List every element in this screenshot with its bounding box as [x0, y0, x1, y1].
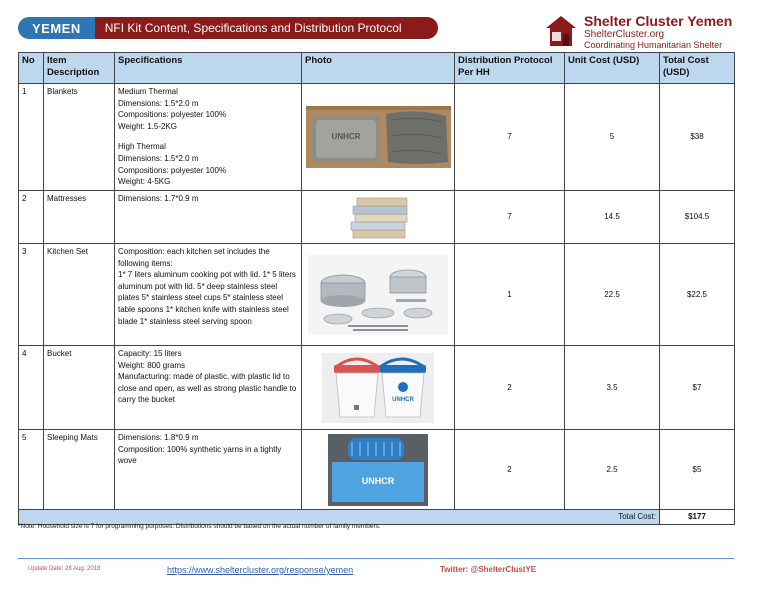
total-cost: $5	[660, 430, 735, 510]
photo-cell	[302, 191, 455, 244]
spec-line: Weight: 1.5-2KG	[118, 121, 177, 131]
shelter-cluster-logo	[544, 12, 744, 52]
table-row	[19, 346, 735, 430]
header-no: No	[19, 53, 44, 84]
unit-cost: 14.5	[565, 191, 660, 244]
unit-cost: 22.5	[565, 244, 660, 346]
spec-line: Weight: 4-5KG	[118, 177, 171, 187]
item-description: Blankets	[44, 84, 115, 191]
shelter-cluster-link[interactable]: https://www.sheltercluster.org/response/yemen	[167, 565, 354, 575]
distribution-protocol: 1	[455, 244, 565, 346]
document-title: NFI Kit Content, Specifications and Distribution Protocol	[95, 17, 438, 39]
photo-cell	[302, 244, 455, 346]
row-number: 3	[19, 244, 44, 346]
spec-line: 1* 7 liters aluminum cooking pot with lid. 1* 5 liters aluminum pot with lid. 5* deep stainless steel plates 5* stainless steel cups 5* stainless steel table spoons 1* kitchen knife with stainless steel blade 1* stainless steel serving spoon	[118, 270, 296, 326]
bucket-photo	[322, 353, 434, 423]
spec-line: Medium Thermal	[118, 87, 178, 96]
header-photo: Photo	[302, 53, 455, 84]
spec-line: Composition: 100% synthetic yarns in a tightly wove	[118, 444, 282, 466]
household-note: *Note: Household size is 7 for programming purposes. Distributions should be based on the actual number of family members.	[18, 523, 381, 530]
header-item-description: Item Description	[44, 53, 115, 84]
logo-website: ShelterCluster.org	[584, 29, 665, 40]
total-cost: $22.5	[660, 244, 735, 346]
table-row	[19, 430, 735, 510]
item-description: Kitchen Set	[44, 244, 115, 346]
unhcr-text: UNHCR	[361, 475, 395, 486]
spec-line: Composition: each kitchen set includes the following items:	[118, 247, 270, 268]
unhcr-text: UNHCR	[392, 396, 414, 403]
specifications-cell	[115, 346, 302, 430]
header-specifications: Specifications	[115, 53, 302, 84]
unit-cost: 2.5	[565, 430, 660, 510]
spec-line: Capacity: 15 liters	[118, 349, 182, 358]
sleeping-mat-photo	[328, 434, 428, 506]
total-cost-value: $177	[660, 510, 735, 525]
total-cost: $38	[660, 84, 735, 191]
total-cost: $104.5	[660, 191, 735, 244]
spec-spacer	[118, 132, 298, 141]
table-header-row	[19, 53, 735, 84]
row-number: 1	[19, 84, 44, 191]
spec-line: Dimensions: 1.5*2.0 m	[118, 98, 199, 108]
row-number: 5	[19, 430, 44, 510]
distribution-protocol: 7	[455, 191, 565, 244]
nfi-kit-table	[18, 52, 735, 525]
total-cost: $7	[660, 346, 735, 430]
item-description: Sleeping Mats	[44, 430, 115, 510]
update-date: Update Date: 28 Aug. 2018	[28, 566, 101, 572]
item-description: Bucket	[44, 346, 115, 430]
spec-line: Weight: 800 grams	[118, 360, 185, 370]
header-unit-cost: Unit Cost (USD)	[565, 53, 660, 84]
spec-line: Dimensions: 1.5*2.0 m	[118, 153, 199, 163]
specifications-cell	[115, 244, 302, 346]
spec-line: Compositions: polyester 100%	[118, 110, 227, 120]
house-logo-icon	[544, 14, 578, 48]
logo-title: Shelter Cluster Yemen	[584, 13, 733, 29]
spec-line: High Thermal	[118, 142, 166, 152]
table-row	[19, 84, 735, 191]
unhcr-text: UNHCR	[331, 132, 360, 141]
distribution-protocol: 2	[455, 346, 565, 430]
distribution-protocol: 2	[455, 430, 565, 510]
total-cost-label: Total Cost:	[19, 510, 660, 525]
row-number: 2	[19, 191, 44, 244]
photo-cell	[302, 430, 455, 510]
total-row	[19, 510, 735, 525]
mattresses-photo	[343, 192, 413, 242]
blankets-photo	[306, 106, 451, 168]
photo-cell	[302, 346, 455, 430]
row-number: 4	[19, 346, 44, 430]
specifications-cell	[115, 84, 302, 191]
spec-line: Dimensions: 1.7*0.9 m	[118, 194, 199, 203]
country-label: YEMEN	[18, 17, 95, 39]
specifications-cell	[115, 430, 302, 510]
spec-line: Manufacturing: made of plastic, with plastic lid to close and open, as well as strong plastic handle to carry the bucket	[118, 372, 297, 405]
item-description: Mattresses	[44, 191, 115, 244]
header-total-cost: Total Cost (USD)	[660, 53, 735, 84]
table-row	[19, 191, 735, 244]
footer-divider	[18, 558, 734, 559]
unit-cost: 5	[565, 84, 660, 191]
header-distribution-protocol: Distribution Protocol Per HH	[455, 53, 565, 84]
unit-cost: 3.5	[565, 346, 660, 430]
spec-line: Compositions: polyester 100%	[118, 165, 227, 175]
kitchen-set-photo	[308, 255, 448, 335]
spec-line: Dimensions: 1.8*0.9 m	[118, 433, 199, 442]
header-banner	[18, 17, 438, 39]
photo-cell	[302, 84, 455, 191]
logo-tagline: Coordinating Humanitarian Shelter	[584, 40, 723, 50]
specifications-cell	[115, 191, 302, 244]
table-row	[19, 244, 735, 346]
twitter-handle[interactable]: Twitter: @ShelterClustYE	[440, 565, 537, 574]
distribution-protocol: 7	[455, 84, 565, 191]
